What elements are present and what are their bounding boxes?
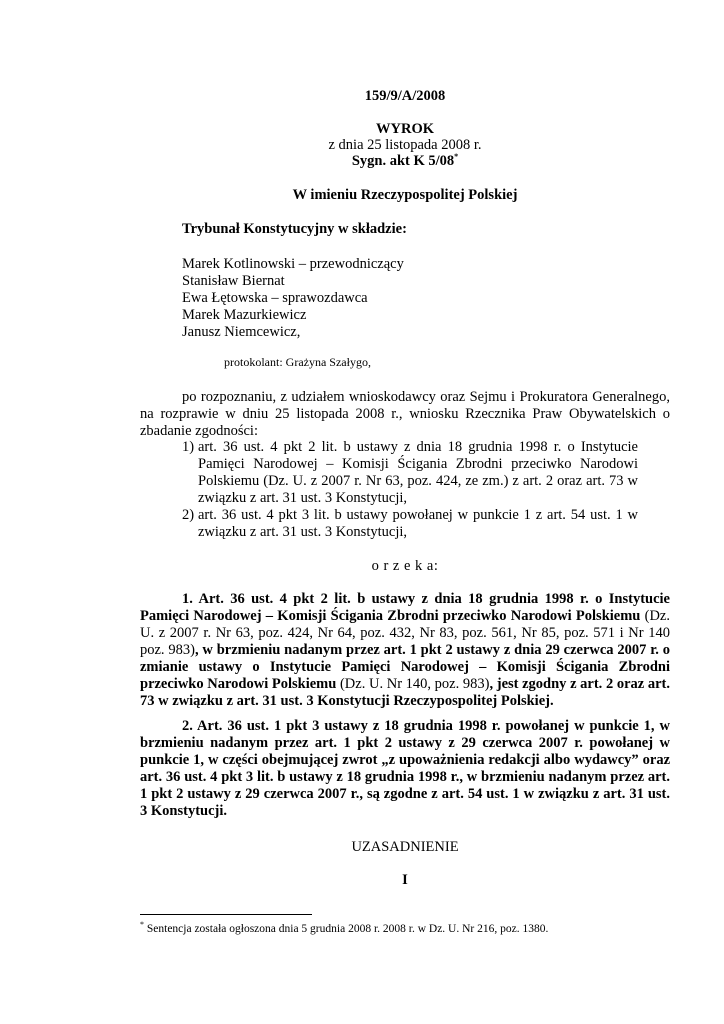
review-item-line: związku z art. 31 ust. 3 Konstytucji, (198, 490, 407, 506)
panel-member: Janusz Niemcewicz, (182, 324, 301, 340)
review-item-number: 2) (182, 507, 195, 523)
case-signature (140, 153, 670, 170)
ruling-2-line: 3 Konstytucji. (140, 803, 227, 819)
ruling-1 (140, 591, 670, 710)
ruling-2 (140, 718, 670, 820)
intro-paragraph (140, 389, 670, 440)
ruling-1-citation: (Dz. (640, 608, 670, 624)
judgment-date: z dnia 25 listopada 2008 r. (328, 137, 482, 153)
review-item-number: 1) (182, 439, 195, 455)
review-item-line: Pamięci Narodowej – Komisji Ścigania Zbrodni przeciwko Narodowi (198, 456, 638, 472)
justification-heading: UZASADNIENIE (351, 839, 459, 855)
panel-member: Marek Kotlinowski – przewodniczący (182, 256, 404, 272)
document-id: 159/9/A/2008 (364, 88, 446, 104)
intro-line: zbadanie zgodności: (140, 423, 258, 439)
ruling-1-line (140, 676, 670, 693)
footnote-marker: * (140, 920, 144, 930)
ruling-1-text: przeciwko Narodowi Polskiemu (140, 676, 337, 692)
ruling-1-text: , w brzmieniu nadanym przez art. 1 pkt 2 ustawy z dnia 29 czerwca 2007 r. o (194, 642, 671, 658)
panel-member: Marek Mazurkiewicz (182, 307, 307, 323)
review-item-line: art. 36 ust. 4 pkt 3 lit. b ustawy powołanej w punkcie 1 z art. 54 ust. 1 w (198, 507, 638, 523)
in-name-heading: W imieniu Rzeczypospolitej Polskiej (292, 187, 518, 203)
section-number: I (402, 872, 408, 888)
panel-heading: Trybunał Konstytucyjny w składzie: (182, 221, 407, 237)
panel-member: Stanisław Biernat (182, 273, 285, 289)
ruling-1-line: U. z 2007 r. Nr 63, poz. 424, Nr 64, poz. 432, Nr 83, poz. 561, Nr 85, poz. 571 i Nr 140 (140, 625, 670, 641)
panel-member: Ewa Łętowska – sprawozdawca (182, 290, 368, 306)
judgment-title: WYROK (376, 121, 434, 137)
ruling-2-line: art. 36 ust. 4 pkt 3 lit. b ustawy z 18 grudnia 1998 r., w brzmieniu nadanym przez art. (140, 769, 670, 785)
ruling-1-citation: (Dz. U. Nr 140, poz. 983) (336, 676, 490, 692)
review-item-1 (182, 439, 638, 507)
intro-line: na rozprawie w dniu 25 listopada 2008 r., wniosku Rzecznika Praw Obywatelskich o (140, 406, 670, 422)
review-item-line: Polskiemu (Dz. U. z 2007 r. Nr 63, poz. 424, ze zm.) z art. 2 oraz art. 73 w (198, 473, 638, 489)
footnote-text: Sentencja została ogłoszona dnia 5 grudnia 2008 r. 2008 r. w Dz. U. Nr 216, poz. 1380. (144, 923, 549, 935)
ruling-1-text: , jest zgodny z art. 2 oraz art. (489, 676, 670, 692)
panel-list (182, 256, 404, 341)
ruling-1-citation: poz. 983) (140, 642, 195, 658)
ruling-1-line (140, 642, 670, 659)
ruling-2-line: punkcie 1, w części obejmującej zwrot „z upoważnienia redakcji albo wydawcy” oraz (140, 752, 670, 768)
review-item-line: art. 36 ust. 4 pkt 2 lit. b ustawy z dnia 18 grudnia 1998 r. o Instytucie (198, 439, 638, 455)
review-item-line: związku z art. 31 ust. 3 Konstytucji, (198, 524, 407, 540)
ruling-1-line: 1. Art. 36 ust. 4 pkt 2 lit. b ustawy z dnia 18 grudnia 1998 r. o Instytucie (182, 591, 670, 607)
review-item-2 (182, 507, 638, 541)
footnote-marker: * (454, 152, 459, 162)
ruling-1-line: zmianie ustawy o Instytucie Pamięci Narodowej – Komisji Ścigania Zbrodni (140, 659, 670, 675)
intro-line: po rozpoznaniu, z udziałem wnioskodawcy oraz Sejmu i Prokuratora Generalnego, (182, 389, 670, 405)
footnote-divider (140, 914, 312, 915)
ruling-1-line: 73 w związku z art. 31 ust. 3 Konstytucji Rzeczypospolitej Polskiej. (140, 693, 554, 709)
ruling-2-line: 1 pkt 2 ustawy z 29 czerwca 2007 r., są zgodne z art. 54 ust. 1 w związku z art. 31 ust. (140, 786, 670, 802)
ruling-2-line: 2. Art. 36 ust. 1 pkt 3 ustawy z 18 grudnia 1998 r. powołanej w punkcie 1, w (182, 718, 670, 734)
footnote (140, 922, 548, 936)
ruling-heading: o r z e k a: (371, 558, 439, 574)
ruling-2-line: brzmieniu nadanym przez art. 1 pkt 2 ustawy z 29 czerwca 2007 r. powołanej w (140, 735, 670, 751)
ruling-1-text: Pamięci Narodowej – Komisji Ścigania Zbrodni przeciwko Narodowi Polskiemu (140, 608, 641, 624)
case-signature-text: Sygn. akt K 5/08 (351, 153, 455, 169)
court-recorder: protokolant: Grażyna Szałygo, (224, 355, 371, 369)
ruling-1-line (140, 608, 670, 625)
